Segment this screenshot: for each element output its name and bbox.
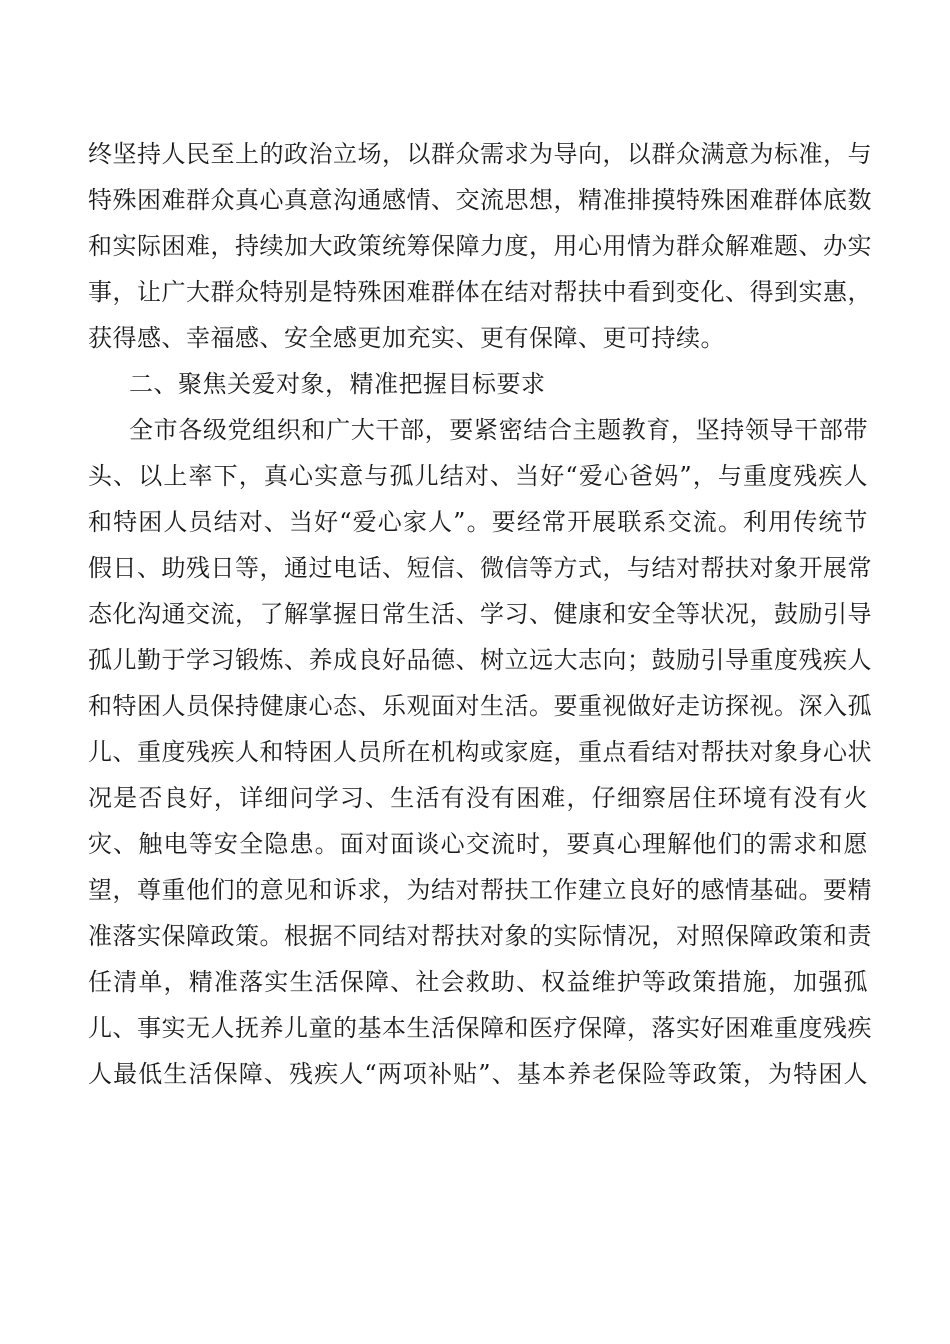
paragraph-line: 头、以上率下，真心实意与孤儿结对、当好“爱心爸妈”，与重度残疾人	[88, 462, 868, 490]
paragraph-line: 假日、助残日等，通过电话、短信、微信等方式，与结对帮扶对象开展常	[88, 554, 872, 582]
paragraph-line: 儿、事实无人抚养儿童的基本生活保障和医疗保障，落实好困难重度残疾	[88, 1014, 872, 1042]
paragraph-line: 和特困人员保持健康心态、乐观面对生活。要重视做好走访探视。深入孤	[88, 692, 872, 720]
paragraph-line: 全市各级党组织和广大干部，要紧密结合主题教育，坚持领导干部带	[129, 416, 868, 444]
paragraph-line: 终坚持人民至上的政治立场，以群众需求为导向，以群众满意为标准，与	[88, 140, 872, 168]
paragraph-line: 况是否良好，详细问学习、生活有没有困难，仔细察居住环境有没有火	[88, 784, 868, 812]
paragraph-line: 儿、重度残疾人和特困人员所在机构或家庭，重点看结对帮扶对象身心状	[88, 738, 872, 766]
paragraph-line: 事，让广大群众特别是特殊困难群体在结对帮扶中看到变化、得到实惠，	[88, 278, 872, 306]
paragraph-line: 人最低生活保障、残疾人“两项补贴”、基本养老保险等政策，为特困人	[88, 1060, 868, 1088]
paragraph-line: 灾、触电等安全隐患。面对面谈心交流时，要真心理解他们的需求和愿	[88, 830, 868, 858]
paragraph-line: 和特困人员结对、当好“爱心家人”。要经常开展联系交流。利用传统节	[88, 508, 868, 536]
document-body	[88, 131, 872, 1097]
paragraph-line: 获得感、幸福感、安全感更加充实、更有保障、更可持续。	[88, 324, 725, 352]
section-heading: 二、聚焦关爱对象，精准把握目标要求	[129, 370, 546, 398]
paragraph-line: 准落实保障政策。根据不同结对帮扶对象的实际情况，对照保障政策和责	[88, 922, 872, 950]
paragraph-line: 态化沟通交流，了解掌握日常生活、学习、健康和安全等状况，鼓励引导	[88, 600, 872, 628]
paragraph-line: 和实际困难，持续加大政策统筹保障力度，用心用情为群众解难题、办实	[88, 232, 872, 260]
paragraph-line: 特殊困难群众真心真意沟通感情、交流思想，精准排摸特殊困难群体底数	[88, 186, 872, 214]
paragraph-line: 任清单，精准落实生活保障、社会救助、权益维护等政策措施，加强孤	[88, 968, 868, 996]
paragraph-line: 望，尊重他们的意见和诉求，为结对帮扶工作建立良好的感情基础。要精	[88, 876, 872, 904]
paragraph-line: 孤儿勤于学习锻炼、养成良好品德、树立远大志向；鼓励引导重度残疾人	[88, 646, 872, 674]
